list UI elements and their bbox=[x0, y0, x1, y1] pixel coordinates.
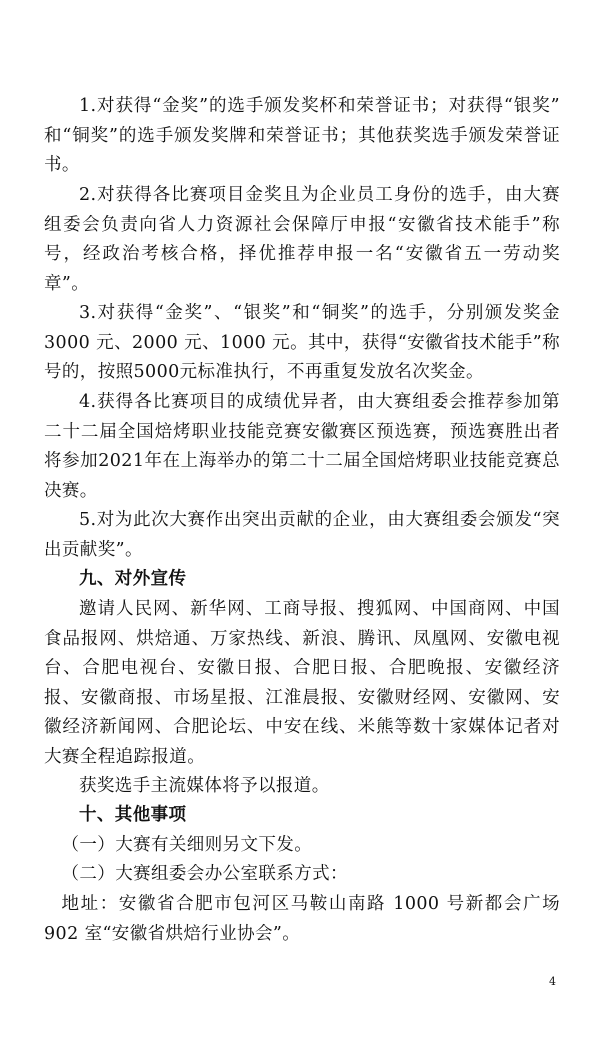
award-paragraph-3: 3.对获得“金奖”、“银奖”和“铜奖”的选手，分别颁发奖金 3000 元、2000 元、1000 元。其中，获得“安徽省技术能手”称号的，按照5000元标准执行，不再重复发放名次奖金。 bbox=[44, 303, 560, 382]
section-9-body: 邀请人民网、新华网、工商导报、搜狐网、中国商网、中国食品报网、烘焙通、万家热线、新浪、腾讯、凤凰网、安徽电视台、合肥电视台、安徽日报、合肥日报、合肥晚报、安徽经济报、安徽商报、市场星报、江淮晨报、安徽财经网、安徽网、安徽经济新闻网、合肥论坛、中安在线、米熊等数十家媒体记者对大赛全程追踪报道。 bbox=[44, 599, 560, 767]
award-paragraph-5: 5.对为此次大赛作出突出贡献的企业，由大赛组委会颁发“突出贡献奖”。 bbox=[44, 510, 560, 560]
section-9-heading: 九、对外宣传 bbox=[79, 569, 187, 589]
section-10-heading: 十、其他事项 bbox=[79, 805, 187, 825]
award-paragraph-2: 2.对获得各比赛项目金奖且为企业员工身份的选手，由大赛组委会负责向省人力资源社会保障厅申报“安徽省技术能手”称号，经政治考核合格，择优推荐申报一名“安徽省五一劳动奖章”。 bbox=[44, 185, 560, 294]
section-10-item-2: （二）大赛组委会办公室联系方式： bbox=[61, 864, 348, 884]
page-number: 4 bbox=[549, 975, 556, 988]
award-paragraph-1: 1.对获得“金奖”的选手颁发奖杯和荣誉证书；对获得“银奖” 和“铜奖”的选手颁发奖牌和荣誉证书；其他获奖选手颁发荣誉证书。 bbox=[44, 96, 560, 175]
section-10-item-1: （一）大赛有关细则另文下发。 bbox=[61, 835, 313, 855]
award-paragraph-4: 4.获得各比赛项目的成绩优异者，由大赛组委会推荐参加第二十二届全国焙烤职业技能竞赛安徽赛区预选赛，预选赛胜出者将参加2021年在上海举办的第二十二届全国焙烤职业技能竞赛总决赛。 bbox=[44, 392, 560, 501]
section-9-note: 获奖选手主流媒体将予以报道。 bbox=[79, 776, 330, 796]
contact-address: 地址：安徽省合肥市包河区马鞍山南路 1000 号新都会广场902 室“安徽省烘焙行业协会”。 bbox=[44, 894, 560, 944]
